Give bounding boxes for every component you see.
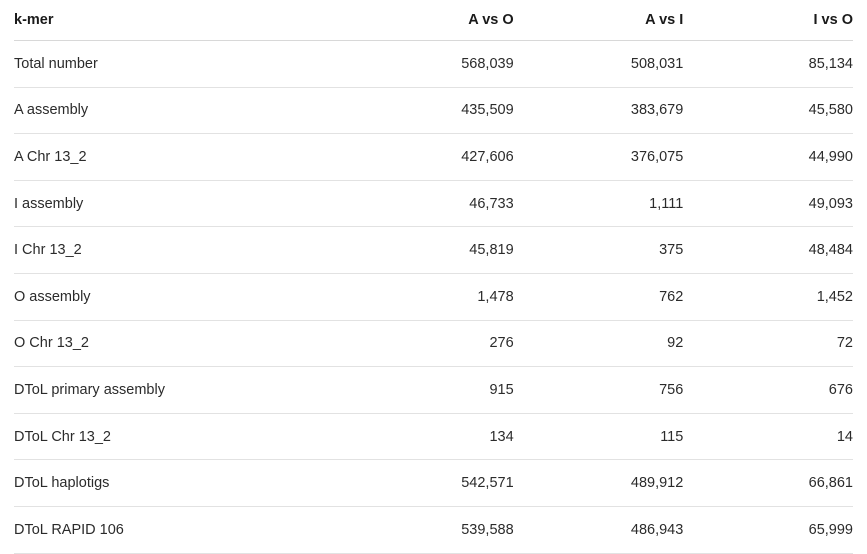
table-row bbox=[14, 367, 853, 414]
row-value: 427,606 bbox=[344, 134, 514, 181]
table-header-row bbox=[14, 0, 853, 41]
row-value: 539,588 bbox=[344, 506, 514, 553]
kmer-comparison-table bbox=[14, 0, 853, 554]
table-row bbox=[14, 180, 853, 227]
row-value: 49,093 bbox=[683, 180, 853, 227]
row-value: 568,039 bbox=[344, 41, 514, 88]
row-value: 383,679 bbox=[514, 87, 684, 134]
row-value: 45,819 bbox=[344, 227, 514, 274]
row-label: A Chr 13_2 bbox=[14, 134, 344, 181]
row-value: 65,999 bbox=[683, 506, 853, 553]
table-row bbox=[14, 134, 853, 181]
row-value: 14 bbox=[683, 413, 853, 460]
row-value: 486,943 bbox=[514, 506, 684, 553]
row-label: O Chr 13_2 bbox=[14, 320, 344, 367]
row-label: DToL haplotigs bbox=[14, 460, 344, 507]
table-row bbox=[14, 506, 853, 553]
row-value: 66,861 bbox=[683, 460, 853, 507]
row-value: 134 bbox=[344, 413, 514, 460]
row-value: 44,990 bbox=[683, 134, 853, 181]
row-value: 762 bbox=[514, 273, 684, 320]
row-value: 435,509 bbox=[344, 87, 514, 134]
row-value: 46,733 bbox=[344, 180, 514, 227]
column-header-kmer: k-mer bbox=[14, 0, 344, 41]
row-value: 72 bbox=[683, 320, 853, 367]
row-value: 542,571 bbox=[344, 460, 514, 507]
row-label: DToL primary assembly bbox=[14, 367, 344, 414]
row-value: 1,111 bbox=[514, 180, 684, 227]
table-row bbox=[14, 227, 853, 274]
row-label: Total number bbox=[14, 41, 344, 88]
row-value: 756 bbox=[514, 367, 684, 414]
row-value: 115 bbox=[514, 413, 684, 460]
column-header-i-vs-o: I vs O bbox=[683, 0, 853, 41]
row-value: 915 bbox=[344, 367, 514, 414]
row-value: 92 bbox=[514, 320, 684, 367]
row-label: I assembly bbox=[14, 180, 344, 227]
row-value: 45,580 bbox=[683, 87, 853, 134]
row-label: DToL RAPID 106 bbox=[14, 506, 344, 553]
column-header-a-vs-i: A vs I bbox=[514, 0, 684, 41]
row-value: 376,075 bbox=[514, 134, 684, 181]
row-value: 48,484 bbox=[683, 227, 853, 274]
table-row bbox=[14, 273, 853, 320]
row-value: 85,134 bbox=[683, 41, 853, 88]
table-row bbox=[14, 460, 853, 507]
row-value: 508,031 bbox=[514, 41, 684, 88]
table-row bbox=[14, 41, 853, 88]
row-label: DToL Chr 13_2 bbox=[14, 413, 344, 460]
row-value: 375 bbox=[514, 227, 684, 274]
row-value: 676 bbox=[683, 367, 853, 414]
row-label: I Chr 13_2 bbox=[14, 227, 344, 274]
row-label: A assembly bbox=[14, 87, 344, 134]
row-label: O assembly bbox=[14, 273, 344, 320]
row-value: 1,452 bbox=[683, 273, 853, 320]
row-value: 276 bbox=[344, 320, 514, 367]
table-row bbox=[14, 87, 853, 134]
table-body bbox=[14, 41, 853, 554]
column-header-a-vs-o: A vs O bbox=[344, 0, 514, 41]
row-value: 489,912 bbox=[514, 460, 684, 507]
table-header bbox=[14, 0, 853, 41]
table-row bbox=[14, 413, 853, 460]
row-value: 1,478 bbox=[344, 273, 514, 320]
table-row bbox=[14, 320, 853, 367]
